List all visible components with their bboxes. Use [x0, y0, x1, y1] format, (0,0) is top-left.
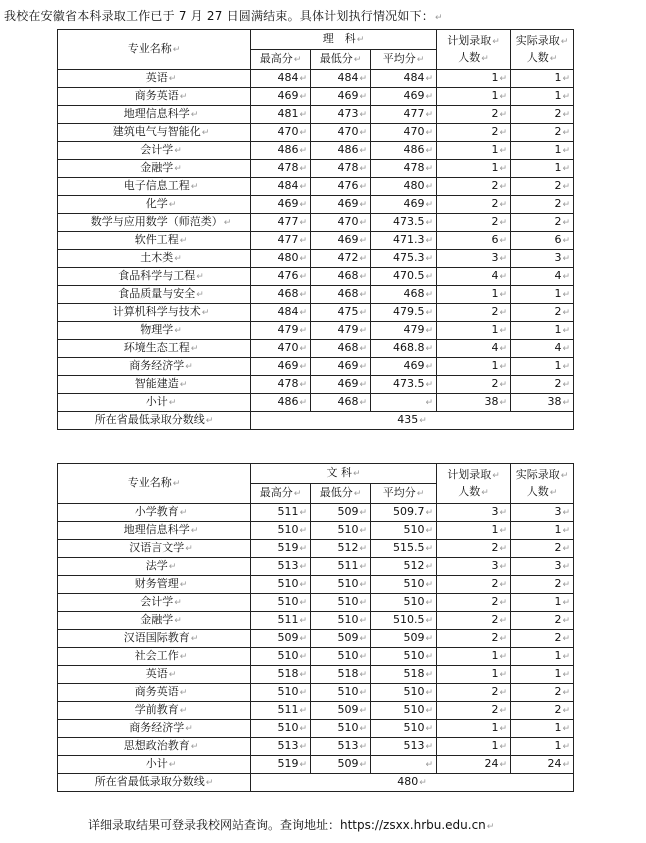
max-score-cell: 477↵	[251, 214, 311, 232]
subtotal-row	[58, 394, 574, 412]
table-row	[58, 232, 574, 250]
avg-score-cell: 510↵	[371, 720, 437, 738]
subtotal-label: 小计↵	[58, 394, 251, 412]
table-row	[58, 720, 574, 738]
min-score-cell: 510↵	[311, 720, 371, 738]
plan-count-cell: 2↵	[437, 702, 511, 720]
min-score-cell: 509↵	[311, 630, 371, 648]
max-score-cell: 510↵	[251, 720, 311, 738]
actual-count-cell: 1↵	[511, 142, 574, 160]
min-score-cell: 470↵	[311, 124, 371, 142]
major-name-cell: 小学教育↵	[58, 504, 251, 522]
max-score-cell: 513↵	[251, 558, 311, 576]
avg-score-cell: 473.5↵	[371, 376, 437, 394]
major-name-cell: 财务管理↵	[58, 576, 251, 594]
max-score-cell: 469↵	[251, 358, 311, 376]
min-score-header: 最低分↵	[311, 50, 371, 70]
min-score-cell: 469↵	[311, 376, 371, 394]
subtotal-label: 小计↵	[58, 756, 251, 774]
avg-score-cell: 480↵	[371, 178, 437, 196]
major-name-cell: 智能建造↵	[58, 376, 251, 394]
table-row	[58, 268, 574, 286]
min-score-cell: 469↵	[311, 88, 371, 106]
max-score-cell: 484↵	[251, 70, 311, 88]
max-score-cell: 511↵	[251, 702, 311, 720]
actual-count-cell: 2↵	[511, 124, 574, 142]
major-name-cell: 会计学↵	[58, 594, 251, 612]
avg-score-cell: 518↵	[371, 666, 437, 684]
min-score-cell: 510↵	[311, 648, 371, 666]
plan-count-cell: 1↵	[437, 648, 511, 666]
major-name-cell: 英语↵	[58, 70, 251, 88]
table-row	[58, 612, 574, 630]
min-score-cell: 470↵	[311, 214, 371, 232]
actual-count-cell: 1↵	[511, 648, 574, 666]
min-score-cell: 476↵	[311, 178, 371, 196]
actual-count-cell: 2↵	[511, 612, 574, 630]
paragraph-mark-icon: ↵	[486, 822, 495, 832]
intro-text	[4, 7, 564, 24]
actual-count-cell: 3↵	[511, 504, 574, 522]
table-row	[58, 124, 574, 142]
min-score-cell: 510↵	[311, 594, 371, 612]
table-row	[58, 540, 574, 558]
table-row	[58, 358, 574, 376]
avg-score-cell: 510↵	[371, 522, 437, 540]
actual-count-cell: 2↵	[511, 106, 574, 124]
max-score-cell: 477↵	[251, 232, 311, 250]
subtotal-plan-cell: 38↵	[437, 394, 511, 412]
actual-count-cell: 2↵	[511, 304, 574, 322]
min-score-cell: 468↵	[311, 268, 371, 286]
table-row	[58, 178, 574, 196]
actual-count-cell: 2↵	[511, 702, 574, 720]
actual-count-cell: 4↵	[511, 340, 574, 358]
cutoff-label: 所在省最低录取分数线↵	[58, 412, 251, 430]
footer-text: 详细录取结果可登录我校网站查询。查询地址：https://zsxx.hrbu.edu.cn	[88, 818, 486, 832]
plan-count-cell: 1↵	[437, 160, 511, 178]
max-score-cell: 486↵	[251, 142, 311, 160]
actual-header: 实际录取↵ 人数↵	[511, 30, 574, 70]
plan-count-cell: 3↵	[437, 504, 511, 522]
max-score-cell: 481↵	[251, 106, 311, 124]
avg-score-cell: 468.8↵	[371, 340, 437, 358]
major-name-cell: 软件工程↵	[58, 232, 251, 250]
major-name-cell: 商务英语↵	[58, 684, 251, 702]
max-score-cell: 469↵	[251, 88, 311, 106]
major-name-cell: 金融学↵	[58, 160, 251, 178]
plan-count-cell: 1↵	[437, 522, 511, 540]
max-score-cell: 484↵	[251, 304, 311, 322]
actual-count-cell: 1↵	[511, 594, 574, 612]
major-name-cell: 社会工作↵	[58, 648, 251, 666]
min-score-cell: 475↵	[311, 304, 371, 322]
avg-score-cell: 470.5↵	[371, 268, 437, 286]
subtotal-max-cell: 486↵	[251, 394, 311, 412]
avg-score-cell: 510.5↵	[371, 612, 437, 630]
min-score-cell: 484↵	[311, 70, 371, 88]
cutoff-score-cell: 435↵	[251, 412, 574, 430]
plan-count-cell: 2↵	[437, 576, 511, 594]
category-header-arts: 文 科↵	[251, 464, 437, 484]
min-score-cell: 486↵	[311, 142, 371, 160]
min-score-cell: 518↵	[311, 666, 371, 684]
avg-score-cell: 470↵	[371, 124, 437, 142]
min-score-cell: 473↵	[311, 106, 371, 124]
major-name-cell: 计算机科学与技术↵	[58, 304, 251, 322]
table-row	[58, 376, 574, 394]
min-score-cell: 510↵	[311, 522, 371, 540]
max-score-cell: 479↵	[251, 322, 311, 340]
table-row	[58, 142, 574, 160]
actual-count-cell: 2↵	[511, 576, 574, 594]
max-score-cell: 484↵	[251, 178, 311, 196]
major-name-cell: 商务经济学↵	[58, 720, 251, 738]
major-name-cell: 法学↵	[58, 558, 251, 576]
plan-count-cell: 2↵	[437, 178, 511, 196]
actual-count-cell: 1↵	[511, 720, 574, 738]
major-name-cell: 学前教育↵	[58, 702, 251, 720]
plan-count-cell: 1↵	[437, 720, 511, 738]
major-name-cell: 思想政治教育↵	[58, 738, 251, 756]
subtotal-actual-cell: 24↵	[511, 756, 574, 774]
min-score-cell: 509↵	[311, 504, 371, 522]
max-score-cell: 513↵	[251, 738, 311, 756]
min-score-cell: 510↵	[311, 684, 371, 702]
plan-header: 计划录取↵ 人数↵	[437, 464, 511, 504]
major-name-cell: 环境生态工程↵	[58, 340, 251, 358]
plan-count-cell: 1↵	[437, 322, 511, 340]
max-score-cell: 476↵	[251, 268, 311, 286]
plan-count-cell: 1↵	[437, 666, 511, 684]
table-row	[58, 738, 574, 756]
table-row	[58, 88, 574, 106]
actual-count-cell: 1↵	[511, 286, 574, 304]
actual-header: 实际录取↵ 人数↵	[511, 464, 574, 504]
major-name-cell: 汉语国际教育↵	[58, 630, 251, 648]
major-name-cell: 食品科学与工程↵	[58, 268, 251, 286]
footer-note	[88, 816, 608, 833]
table-row	[58, 340, 574, 358]
avg-score-cell: 479.5↵	[371, 304, 437, 322]
actual-count-cell: 4↵	[511, 268, 574, 286]
major-header: 专业名称↵	[58, 464, 251, 504]
actual-count-cell: 2↵	[511, 196, 574, 214]
actual-count-cell: 1↵	[511, 666, 574, 684]
table-row	[58, 558, 574, 576]
paragraph-mark-icon: ↵	[434, 13, 443, 23]
table-row	[58, 196, 574, 214]
subtotal-max-cell: 519↵	[251, 756, 311, 774]
actual-count-cell: 2↵	[511, 540, 574, 558]
cutoff-row	[58, 412, 574, 430]
plan-count-cell: 1↵	[437, 738, 511, 756]
max-score-cell: 518↵	[251, 666, 311, 684]
table-row	[58, 250, 574, 268]
plan-count-cell: 2↵	[437, 376, 511, 394]
major-header: 专业名称↵	[58, 30, 251, 70]
plan-count-cell: 2↵	[437, 594, 511, 612]
max-score-cell: 478↵	[251, 160, 311, 178]
cutoff-label: 所在省最低录取分数线↵	[58, 774, 251, 792]
avg-score-cell: 509.7↵	[371, 504, 437, 522]
plan-count-cell: 2↵	[437, 684, 511, 702]
avg-score-cell: 510↵	[371, 576, 437, 594]
max-score-cell: 469↵	[251, 196, 311, 214]
subtotal-min-cell: 509↵	[311, 756, 371, 774]
major-name-cell: 商务经济学↵	[58, 358, 251, 376]
avg-score-cell: 515.5↵	[371, 540, 437, 558]
avg-score-cell: 479↵	[371, 322, 437, 340]
min-score-cell: 510↵	[311, 576, 371, 594]
max-score-cell: 511↵	[251, 612, 311, 630]
actual-count-cell: 1↵	[511, 738, 574, 756]
subtotal-plan-cell: 24↵	[437, 756, 511, 774]
cutoff-row	[58, 774, 574, 792]
plan-count-cell: 2↵	[437, 612, 511, 630]
actual-count-cell: 1↵	[511, 358, 574, 376]
plan-count-cell: 6↵	[437, 232, 511, 250]
cutoff-score-cell: 480↵	[251, 774, 574, 792]
avg-score-cell: 509↵	[371, 630, 437, 648]
table-row	[58, 160, 574, 178]
table-row	[58, 648, 574, 666]
avg-score-header: 平均分↵	[371, 50, 437, 70]
actual-count-cell: 2↵	[511, 684, 574, 702]
plan-count-cell: 2↵	[437, 196, 511, 214]
avg-score-cell: 469↵	[371, 196, 437, 214]
major-name-cell: 汉语言文学↵	[58, 540, 251, 558]
actual-count-cell: 2↵	[511, 376, 574, 394]
avg-score-cell: 510↵	[371, 684, 437, 702]
table-row	[58, 594, 574, 612]
major-name-cell: 会计学↵	[58, 142, 251, 160]
plan-count-cell: 3↵	[437, 558, 511, 576]
actual-count-cell: 1↵	[511, 322, 574, 340]
actual-count-cell: 2↵	[511, 178, 574, 196]
avg-score-cell: 473.5↵	[371, 214, 437, 232]
avg-score-cell: 510↵	[371, 702, 437, 720]
plan-header: 计划录取↵ 人数↵	[437, 30, 511, 70]
min-score-cell: 511↵	[311, 558, 371, 576]
plan-count-cell: 2↵	[437, 630, 511, 648]
min-score-cell: 469↵	[311, 232, 371, 250]
major-name-cell: 化学↵	[58, 196, 251, 214]
avg-score-cell: 510↵	[371, 648, 437, 666]
table-row	[58, 522, 574, 540]
max-score-cell: 510↵	[251, 594, 311, 612]
actual-count-cell: 1↵	[511, 70, 574, 88]
plan-count-cell: 1↵	[437, 88, 511, 106]
major-name-cell: 建筑电气与智能化↵	[58, 124, 251, 142]
category-header-science: 理 科↵	[251, 30, 437, 50]
min-score-cell: 468↵	[311, 286, 371, 304]
min-score-cell: 469↵	[311, 196, 371, 214]
avg-score-cell: 478↵	[371, 160, 437, 178]
min-score-cell: 468↵	[311, 340, 371, 358]
max-score-cell: 470↵	[251, 340, 311, 358]
major-name-cell: 数学与应用数学（师范类）↵	[58, 214, 251, 232]
actual-count-cell: 1↵	[511, 160, 574, 178]
max-score-cell: 470↵	[251, 124, 311, 142]
arts-admission-table	[57, 463, 574, 792]
actual-count-cell: 1↵	[511, 88, 574, 106]
major-name-cell: 地理信息科学↵	[58, 522, 251, 540]
major-name-cell: 商务英语↵	[58, 88, 251, 106]
avg-score-cell: 469↵	[371, 88, 437, 106]
plan-count-cell: 1↵	[437, 286, 511, 304]
max-score-cell: 511↵	[251, 504, 311, 522]
max-score-cell: 509↵	[251, 630, 311, 648]
subtotal-actual-cell: 38↵	[511, 394, 574, 412]
table-row	[58, 214, 574, 232]
max-score-cell: 478↵	[251, 376, 311, 394]
max-score-header: 最高分↵	[251, 50, 311, 70]
subtotal-avg-cell: ↵	[371, 756, 437, 774]
intro-line: 我校在安徽省本科录取工作已于 7 月 27 日圆满结束。具体计划执行情况如下：	[4, 9, 434, 23]
max-score-cell: 468↵	[251, 286, 311, 304]
table-row	[58, 286, 574, 304]
actual-count-cell: 3↵	[511, 558, 574, 576]
table-row	[58, 684, 574, 702]
avg-score-cell: 510↵	[371, 594, 437, 612]
max-score-cell: 510↵	[251, 648, 311, 666]
major-name-cell: 英语↵	[58, 666, 251, 684]
table-row	[58, 576, 574, 594]
avg-score-cell: 486↵	[371, 142, 437, 160]
subtotal-min-cell: 468↵	[311, 394, 371, 412]
plan-count-cell: 2↵	[437, 106, 511, 124]
avg-score-header: 平均分↵	[371, 484, 437, 504]
plan-count-cell: 4↵	[437, 268, 511, 286]
avg-score-cell: 468↵	[371, 286, 437, 304]
max-score-header: 最高分↵	[251, 484, 311, 504]
avg-score-cell: 477↵	[371, 106, 437, 124]
min-score-header: 最低分↵	[311, 484, 371, 504]
max-score-cell: 519↵	[251, 540, 311, 558]
subtotal-row	[58, 756, 574, 774]
table-row	[58, 70, 574, 88]
plan-count-cell: 2↵	[437, 214, 511, 232]
table-row	[58, 106, 574, 124]
avg-score-cell: 475.3↵	[371, 250, 437, 268]
max-score-cell: 510↵	[251, 576, 311, 594]
min-score-cell: 472↵	[311, 250, 371, 268]
min-score-cell: 469↵	[311, 358, 371, 376]
table-row	[58, 304, 574, 322]
major-name-cell: 电子信息工程↵	[58, 178, 251, 196]
avg-score-cell: 512↵	[371, 558, 437, 576]
min-score-cell: 513↵	[311, 738, 371, 756]
max-score-cell: 480↵	[251, 250, 311, 268]
plan-count-cell: 2↵	[437, 304, 511, 322]
table-row	[58, 504, 574, 522]
major-name-cell: 土木类↵	[58, 250, 251, 268]
plan-count-cell: 1↵	[437, 70, 511, 88]
major-name-cell: 物理学↵	[58, 322, 251, 340]
min-score-cell: 510↵	[311, 612, 371, 630]
table-row	[58, 630, 574, 648]
actual-count-cell: 1↵	[511, 522, 574, 540]
avg-score-cell: 513↵	[371, 738, 437, 756]
avg-score-cell: 471.3↵	[371, 232, 437, 250]
min-score-cell: 478↵	[311, 160, 371, 178]
major-name-cell: 地理信息科学↵	[58, 106, 251, 124]
plan-count-cell: 4↵	[437, 340, 511, 358]
subtotal-avg-cell: ↵	[371, 394, 437, 412]
science-admission-table	[57, 29, 574, 430]
avg-score-cell: 484↵	[371, 70, 437, 88]
avg-score-cell: 469↵	[371, 358, 437, 376]
actual-count-cell: 6↵	[511, 232, 574, 250]
max-score-cell: 510↵	[251, 522, 311, 540]
actual-count-cell: 2↵	[511, 214, 574, 232]
plan-count-cell: 2↵	[437, 540, 511, 558]
plan-count-cell: 3↵	[437, 250, 511, 268]
major-name-cell: 金融学↵	[58, 612, 251, 630]
actual-count-cell: 2↵	[511, 630, 574, 648]
plan-count-cell: 2↵	[437, 124, 511, 142]
table-row	[58, 666, 574, 684]
table-row	[58, 702, 574, 720]
actual-count-cell: 3↵	[511, 250, 574, 268]
plan-count-cell: 1↵	[437, 358, 511, 376]
min-score-cell: 512↵	[311, 540, 371, 558]
table-row	[58, 322, 574, 340]
plan-count-cell: 1↵	[437, 142, 511, 160]
major-name-cell: 食品质量与安全↵	[58, 286, 251, 304]
max-score-cell: 510↵	[251, 684, 311, 702]
min-score-cell: 479↵	[311, 322, 371, 340]
min-score-cell: 509↵	[311, 702, 371, 720]
